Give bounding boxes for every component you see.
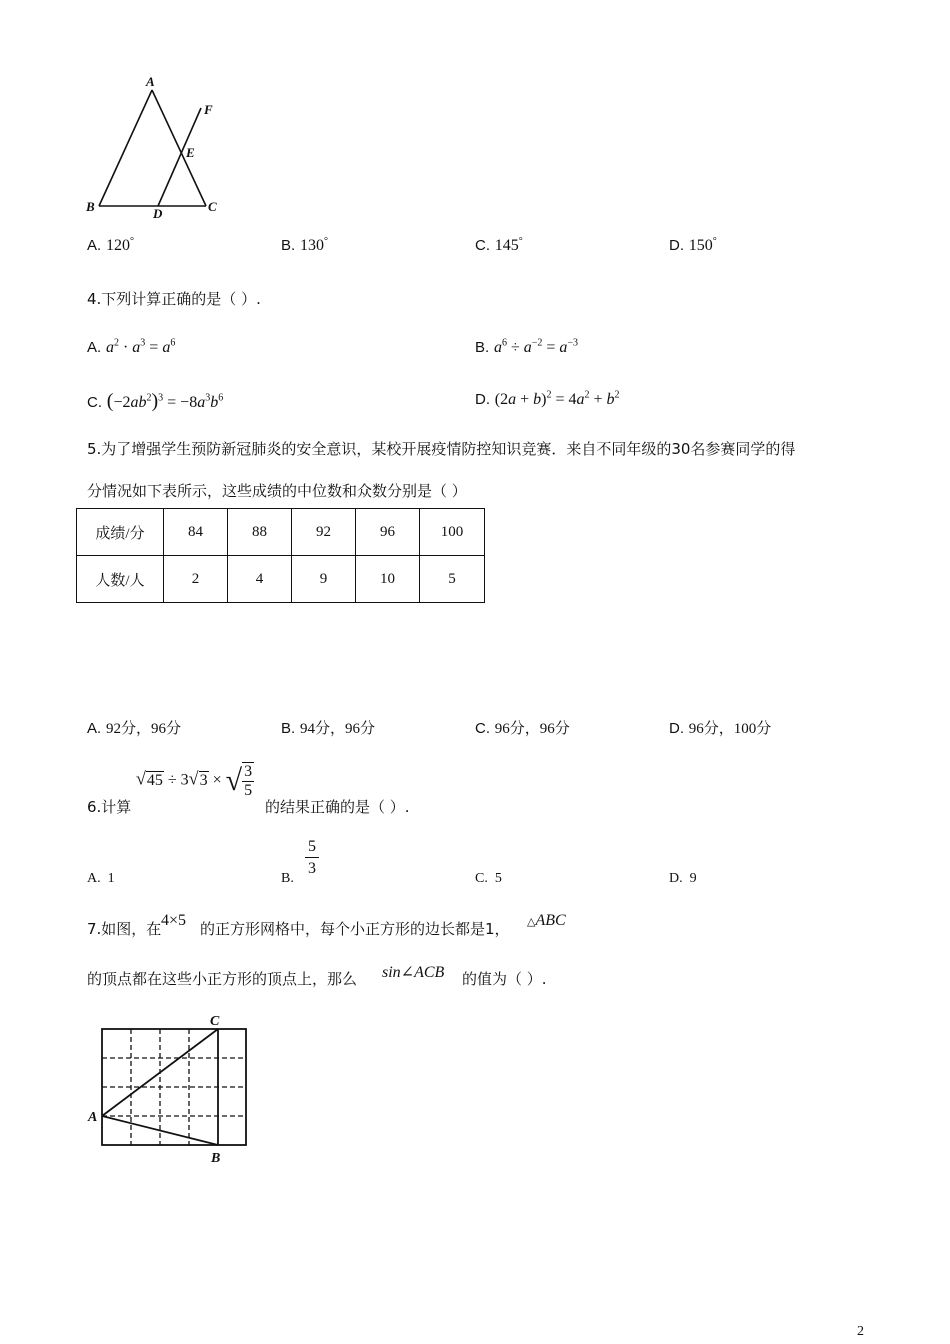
- q5-stem-line1: 5.为了增强学生预防新冠肺炎的安全意识，某校开展疫情防控知识竞赛．来自不同年级的30名参赛同学的得: [87, 440, 796, 458]
- q4-option-c[interactable]: C. $(-2ab^2)^3 = -8a^3b^6$: [87, 390, 224, 412]
- q3-option-c[interactable]: C. 145°: [475, 236, 523, 254]
- side-ac: [152, 90, 206, 206]
- q6-option-d[interactable]: D. 9: [669, 871, 697, 886]
- table-cell: 10: [356, 556, 420, 603]
- q4-option-a[interactable]: A. $a^2 \cdot a^3 = a^6$: [87, 337, 176, 356]
- q5-option-d[interactable]: D. 96分，100分: [669, 720, 772, 737]
- q5-option-c[interactable]: C. 96分，96分: [475, 720, 570, 737]
- side-ab: [99, 90, 152, 206]
- q4-stem: 4.下列计算正确的是（ ）.: [87, 290, 261, 308]
- q3-option-b[interactable]: B. 130°: [281, 236, 328, 254]
- grid-label-b: B: [211, 1151, 221, 1166]
- q4-option-d[interactable]: D. $(2a + b)^2 = 4a^2 + b^2$: [475, 389, 620, 408]
- label-b: B: [86, 199, 95, 214]
- table-cell: 88: [228, 509, 292, 556]
- table-header-count: 人数/人: [77, 556, 164, 603]
- table-cell: 92: [292, 509, 356, 556]
- score-table: [76, 508, 485, 603]
- triangle-icon: △: [527, 916, 536, 928]
- q6-stem-suffix: 的结果正确的是（ ）.: [265, 798, 410, 816]
- q4-expr-d: $(2a + b)^2 = 4a^2 + b^2$: [494, 389, 620, 408]
- label-f: F: [204, 102, 213, 117]
- table-header-score: 成绩/分: [77, 509, 164, 556]
- q7-stem-d: 的值为（ ）.: [462, 970, 547, 988]
- q5-option-a[interactable]: A. 92分，96分: [87, 720, 181, 737]
- label-c: C: [208, 199, 217, 214]
- q7-sin-expr: sin∠ACB: [382, 964, 445, 981]
- grid-figure: [86, 1010, 256, 1168]
- q4-expr-c: $(-2ab^2)^3 = -8a^3b^6$: [106, 390, 224, 412]
- q6-option-c[interactable]: C. 5: [475, 871, 502, 886]
- table-cell: 2: [164, 556, 228, 603]
- q7-grid-size: 4×5: [161, 912, 187, 929]
- label-a: A: [146, 74, 155, 89]
- grid-label-a: A: [88, 1110, 98, 1125]
- q5-stem-line2: 分情况如下表所示，这些成绩的中位数和众数分别是（ ）: [87, 482, 467, 500]
- q7-stem-c: 的顶点都在这些小正方形的顶点上，那么: [87, 970, 358, 988]
- table-cell: 96: [356, 509, 420, 556]
- q4-option-b[interactable]: B. $a^6 \div a^{-2} = a^{-3}$: [475, 337, 579, 356]
- q6-option-a[interactable]: A. 1: [87, 871, 115, 886]
- q5-option-b[interactable]: B. 94分，96分: [281, 720, 375, 737]
- label-e: E: [186, 145, 195, 160]
- q6-expression: √45 ÷ 3√3 × √ $\frac{3}{5}$: [136, 763, 253, 799]
- table-row: [77, 556, 485, 603]
- page-number: 2: [857, 1324, 864, 1339]
- q6-option-b[interactable]: B.: [281, 871, 294, 886]
- label-d: D: [153, 206, 163, 221]
- q6-stem-prefix: 6.计算: [87, 798, 132, 816]
- triangle-figure: [80, 72, 230, 222]
- q3-option-d[interactable]: D. 150°: [669, 236, 717, 254]
- q7-stem-b: 的正方形网格中，每个小正方形的边长都是1，: [200, 920, 510, 938]
- q7-stem-a: 7.如图，在: [87, 920, 162, 938]
- grid-label-c: C: [210, 1014, 220, 1029]
- q4-expr-a: $a^2 \cdot a^3 = a^6$: [105, 337, 176, 356]
- q6-option-b-fraction: 5 3: [305, 836, 319, 879]
- table-row: [77, 509, 485, 556]
- q7-triangle-name: △ABC: [527, 912, 566, 929]
- q3-option-a[interactable]: A. 120°: [87, 236, 134, 254]
- table-cell: 9: [292, 556, 356, 603]
- table-cell: 5: [420, 556, 485, 603]
- table-cell: 4: [228, 556, 292, 603]
- table-cell: 100: [420, 509, 485, 556]
- table-cell: 84: [164, 509, 228, 556]
- q4-expr-b: $a^6 \div a^{-2} = a^{-3}$: [493, 337, 579, 356]
- grid-dashed-lines: [102, 1029, 246, 1145]
